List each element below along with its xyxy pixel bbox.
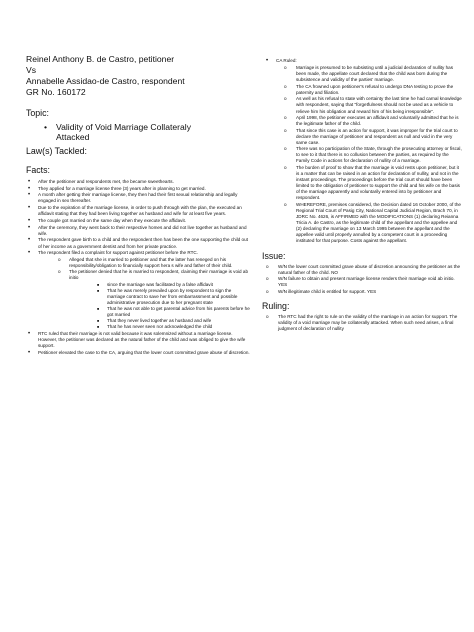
list-item: ■ That he was merely prevailed upon by respondent to sign the marriage contract to save her from embarrassment and possible administrative prosecution due to her pregnant state — [97, 288, 250, 306]
list-item: ■ since the marriage was facilitated by a false affidavit — [97, 282, 250, 288]
facts-heading: Facts: — [26, 165, 50, 175]
list-item: • The respondent gave birth to a child and the respondent then has been the one supporting the child out of her income as a government dentist and from her private practice. — [26, 237, 250, 249]
petitioner-line: Reinel Anthony B. de Castro, petitioner — [26, 54, 175, 64]
list-item: o The CA frowned upon petitioner's refusal to undergo DNA testing to prove the paternity and filiation. — [284, 84, 462, 96]
list-item: o W/N illegitimate child is entitled for support. YES — [262, 289, 462, 295]
ruling-heading: Ruling: — [262, 301, 290, 312]
facts-list — [26, 179, 250, 356]
list-item: o April 1998, the petitioner executes an affidavit and voluntarily admitted that he is the legitimate father of the child. — [284, 115, 462, 127]
list-item: • The respondent filed a complaint for support against petitioner before the RTC. o Alleged that she is married to petitioner and that the latter has reneged on his responsibility/obligation to financially support hera s wife and father of their child. o The petitioner denied that he is married to respondent, claiming their marriage is void ab initio ■ since the marriage was facilitated by a false affidavit ■ That he was merely prevailed upon by respondent to sign the marriage contract to save her from embarrassment and possible administrative prosecution due to her pregnant state ■ That he was not able to get parental advice from his parents before he got married ■ That they never lived together as husband and wife ■ That he has never seen nor acknowledged the child — [26, 250, 250, 330]
list-item: o W/N the lower court committed grave abuse of discretion announcing the petitioner as the natural father of the child. NO — [262, 264, 462, 276]
list-item: ■ That he was not able to get parental advice from his parents before he got married — [97, 306, 250, 318]
left-column — [26, 54, 250, 357]
ca-ruled-sublist — [276, 65, 462, 244]
topic-item — [44, 122, 250, 142]
list-item: • A month after getting their marriage license, they then had their first sexual relationship and legally engaged in sex thereafter. — [26, 192, 250, 204]
list-item: • After the ceremony, they went back to their respective homes and did not live together as husband and wife. — [26, 225, 250, 237]
issue-heading: Issue: — [262, 250, 286, 261]
issue-list — [262, 264, 462, 295]
list-item: o W/N failure to obtain and present marriage license renders their marriage void ab initio. YES — [262, 276, 462, 288]
list-item: ■ That they never lived together as husband and wife — [97, 318, 250, 324]
bullet-icon: • — [44, 122, 48, 132]
case-header — [26, 54, 250, 98]
list-item: • The couple got married on the same day when they execute the affidavit. — [26, 218, 250, 224]
list-item: o As well as his refusal to state with certainty the last time he had carnal knowledge with respondent, saying that "forgetfulness should not be used as a vehicle to relieve him his obligation and reward him of his being irresponsible". — [284, 96, 462, 114]
list-item: o There was no participation of the State, through the prosecuting attorney or fiscal, to see to it that there is no collusion between the parties, as required by the Family Code in actions for declaration of nullity of a marriage. — [284, 146, 462, 164]
list-item: o The burden of proof to show that the marriage is void rests upon petitioner, but it is a matter that can be raised in an action for declaration of nullity, and not in the instant proceedings. The proceedings before the trial court should have been limited to the obligation of petitioner to support the child and his wife on the basis of the marriage apparently and voluntarily entered into by petitioner and respondent. — [284, 165, 462, 202]
list-item: • They applied for a marriage license three (3) years after in planning to get married. — [26, 186, 250, 192]
list-item: o Marriage is presumed to be subsisting until a judicial declaration of nullity has been made, the appellate court declared that the child was born during the subsistence and validity of the parties' marriage. — [284, 65, 462, 83]
list-item: o That since this case is an action for support, it was improper for the trial court to declare the marriage of petitioner and respondent as null and void in the very same case. — [284, 128, 462, 146]
topic-text: Validity of Void Marriage Collateraly Attacked — [56, 122, 192, 142]
ca-ruled-item — [262, 58, 462, 245]
list-item: • After the petitioner and respondents met, the became sweethearts. — [26, 179, 250, 185]
ca-ruled-list — [262, 58, 462, 245]
vs-line: Vs — [26, 65, 37, 75]
list-item: o The petitioner denied that he is married to respondent, claiming their marriage is void ab initio ■ since the marriage was facilitated by a false affidavit ■ That he was merely prevailed upon by respondent to sign the marriage contract to save her from embarrassment and possible administrative prosecution due to her pregnant state ■ That he was not able to get parental advice from his parents before he got married ■ That they never lived together as husband and wife ■ That he has never seen nor acknowledged the child — [58, 269, 250, 330]
rtc-sublist — [38, 257, 250, 331]
list-item: o WHEREFORE, premises considered, the Decision dated 16 October 2000, of the Regional Trial Court of Pasig City, National Capital Judicial Region, Brach 70, in JDRC No. 4626, is AFFIRMED with the MODIFICATIONS (1) declaring Reianna Tricia A. de Castro, as the legitimate child of the appellant and the appellee and (2) declaring the marriage on 13 March 1995 between the appellant and the appellee valid until properly annulled by a competent court in a proceeding instituted for that purpose. Costs against the appellant. — [284, 202, 462, 245]
list-item: • Petitioner elevated the case to the CA, arguing that the lower court committed grave abuse of discretion. — [26, 350, 250, 356]
void-reasons-list — [69, 282, 250, 331]
list-item: o The RTC had the right to rule on the validity of the marriage in an action for support. The validity of a void marriage may be collaterally attacked. When such need arises, a final judgment of declaration of nullity — [262, 314, 462, 332]
list-item: ■ That he has never seen nor acknowledged the child — [97, 324, 250, 330]
right-column — [262, 58, 462, 333]
laws-heading: Law(s) Tackled: — [26, 146, 87, 156]
list-item: • Due to the expiration of the marriage license, in order to push through with the plan, the executed an affidavit stating that they had been living together as husband and wife for at least five years. — [26, 205, 250, 217]
topic-heading: Topic: — [26, 108, 49, 118]
list-item: • RTC ruled that their marriage is not valid because it was solemnized without a marriage license. However, the petitioner was declared as the natural father of the child and was obliged to give the wife support. — [26, 331, 250, 349]
ca-ruled-label: CA Ruled: — [276, 58, 297, 63]
respondent-line: Annabelle Assidao-de Castro, respondent — [26, 76, 185, 86]
list-item: o Alleged that she is married to petitioner and that the latter has reneged on his responsibility/obligation to financially support hera s wife and father of their child. — [58, 257, 250, 269]
gr-number: GR No. 160172 — [26, 87, 86, 97]
ruling-list — [262, 314, 462, 332]
